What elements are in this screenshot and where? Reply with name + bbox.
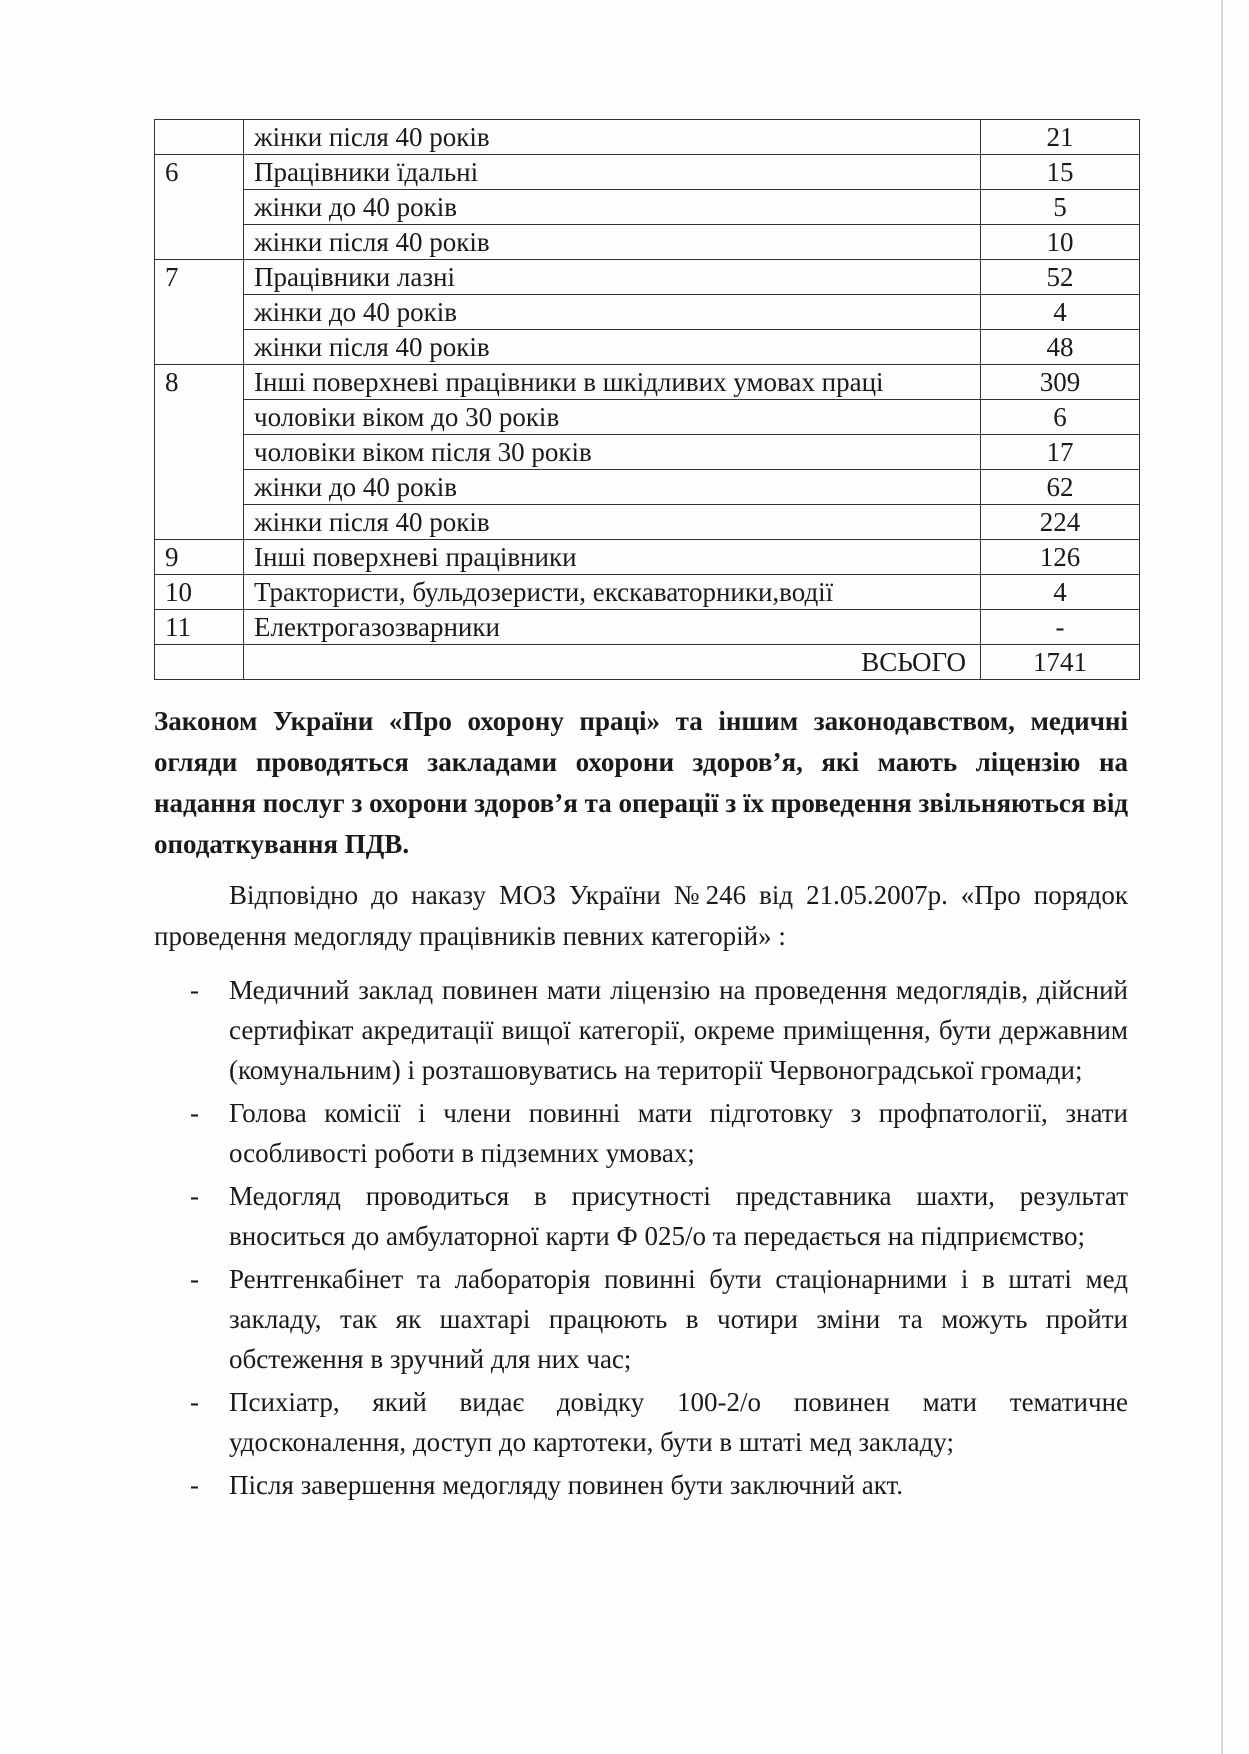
list-item — [154, 1465, 1128, 1505]
list-dash: - — [190, 1470, 199, 1500]
list-dash: - — [190, 1098, 199, 1128]
row-value: 5 — [981, 190, 1140, 225]
table-row — [155, 400, 1140, 435]
row-value: 4 — [981, 575, 1140, 610]
requirements-list — [154, 970, 1128, 1508]
table-row — [155, 575, 1140, 610]
row-label: Інші поверхневі працівники в шкідливих умовах праці — [244, 365, 981, 400]
row-label: Працівники їдальні — [244, 155, 981, 190]
row-label: жінки після 40 років — [244, 120, 981, 155]
row-label: жінки до 40 років — [244, 470, 981, 505]
row-value: 17 — [981, 435, 1140, 470]
row-value: 21 — [981, 120, 1140, 155]
table-row — [155, 470, 1140, 505]
row-number: 10 — [155, 575, 244, 610]
row-number: 9 — [155, 540, 244, 575]
row-label: Трактористи, бульдозеристи, екскаваторники,водії — [244, 575, 981, 610]
row-value: 224 — [981, 505, 1140, 540]
table-row — [155, 610, 1140, 645]
row-number: 7 — [155, 260, 244, 365]
list-item-text: Рентгенкабінет та лабораторія повинні бути стаціонарними і в штаті мед закладу, так як шахтарі працюють в чотири зміни та можуть пройти обстеження в зручний для них час; — [229, 1264, 1128, 1374]
row-value: 309 — [981, 365, 1140, 400]
list-item-text: Після завершення медогляду повинен бути заключний акт. — [229, 1470, 904, 1500]
list-item-text: Голова комісії і члени повинні мати підготовку з профпатології, знати особливості роботи в підземних умовах; — [229, 1098, 1128, 1168]
row-value: 48 — [981, 330, 1140, 365]
law-paragraph: Законом України «Про охорону праці» та іншим законодавством, медичні огляди проводяться закладами охорони здоров’я, які мають ліцензію на надання послуг з охорони здоров’я та операції з їх проведення звільняються від оподаткування ПДВ. — [154, 706, 1128, 859]
table-row — [155, 190, 1140, 225]
table-row — [155, 330, 1140, 365]
row-label: жінки після 40 років — [244, 505, 981, 540]
list-item-text: Медичний заклад повинен мати ліцензію на проведення медоглядів, дійсний сертифікат акредитації вищої категорії, окреме приміщення, бути державним (комунальним) і розташовуватись на території Червоноградської громади; — [229, 975, 1128, 1085]
row-label: жінки після 40 років — [244, 225, 981, 260]
table-row — [155, 365, 1140, 400]
row-number: 8 — [155, 365, 244, 540]
list-dash: - — [190, 1387, 199, 1417]
list-item-text: Медогляд проводиться в присутності представника шахти, результат вноситься до амбулаторної карти Ф 025/о та передається на підприємство; — [229, 1181, 1128, 1251]
list-dash: - — [190, 1181, 199, 1211]
table-row — [155, 295, 1140, 330]
list-item — [154, 1382, 1128, 1462]
total-value: 1741 — [981, 645, 1140, 680]
table-row — [155, 540, 1140, 575]
scan-edge-line — [1221, 0, 1223, 1754]
row-number: 6 — [155, 155, 244, 260]
list-dash: - — [190, 975, 199, 1005]
row-number — [155, 120, 244, 155]
total-empty-cell — [155, 645, 244, 680]
row-value: 10 — [981, 225, 1140, 260]
row-label: жінки до 40 років — [244, 190, 981, 225]
row-label: жінки після 40 років — [244, 330, 981, 365]
row-value: 6 — [981, 400, 1140, 435]
table-row — [155, 155, 1140, 190]
row-value: 4 — [981, 295, 1140, 330]
row-label: Працівники лазні — [244, 260, 981, 295]
table-row — [155, 120, 1140, 155]
row-label: чоловіки віком до 30 років — [244, 400, 981, 435]
row-value: 52 — [981, 260, 1140, 295]
row-label: жінки до 40 років — [244, 295, 981, 330]
total-label: ВСЬОГО — [244, 645, 981, 680]
list-item — [154, 1093, 1128, 1173]
row-label: Електрогазозварники — [244, 610, 981, 645]
table-row — [155, 435, 1140, 470]
workers-table — [154, 119, 1140, 680]
row-value: 15 — [981, 155, 1140, 190]
table-row — [155, 225, 1140, 260]
table-row — [155, 260, 1140, 295]
list-item — [154, 970, 1128, 1090]
workers-table-body — [155, 120, 1140, 680]
row-value: 62 — [981, 470, 1140, 505]
list-item — [154, 1259, 1128, 1379]
row-label: Інші поверхневі працівники — [244, 540, 981, 575]
list-item — [154, 1176, 1128, 1256]
list-item-text: Психіатр, який видає довідку 100-2/о повинен мати тематичне удосконалення, доступ до картотеки, бути в штаті мед закладу; — [229, 1387, 1128, 1457]
row-number: 11 — [155, 610, 244, 645]
order-intro-paragraph: Відповідно до наказу МОЗ України №246 від 21.05.2007р. «Про порядок проведення медогляду працівників певних категорій» : — [154, 880, 1128, 951]
table-total-row — [155, 645, 1140, 680]
list-dash: - — [190, 1264, 199, 1294]
row-value: 126 — [981, 540, 1140, 575]
row-value: - — [981, 610, 1140, 645]
table-row — [155, 505, 1140, 540]
row-label: чоловіки віком після 30 років — [244, 435, 981, 470]
